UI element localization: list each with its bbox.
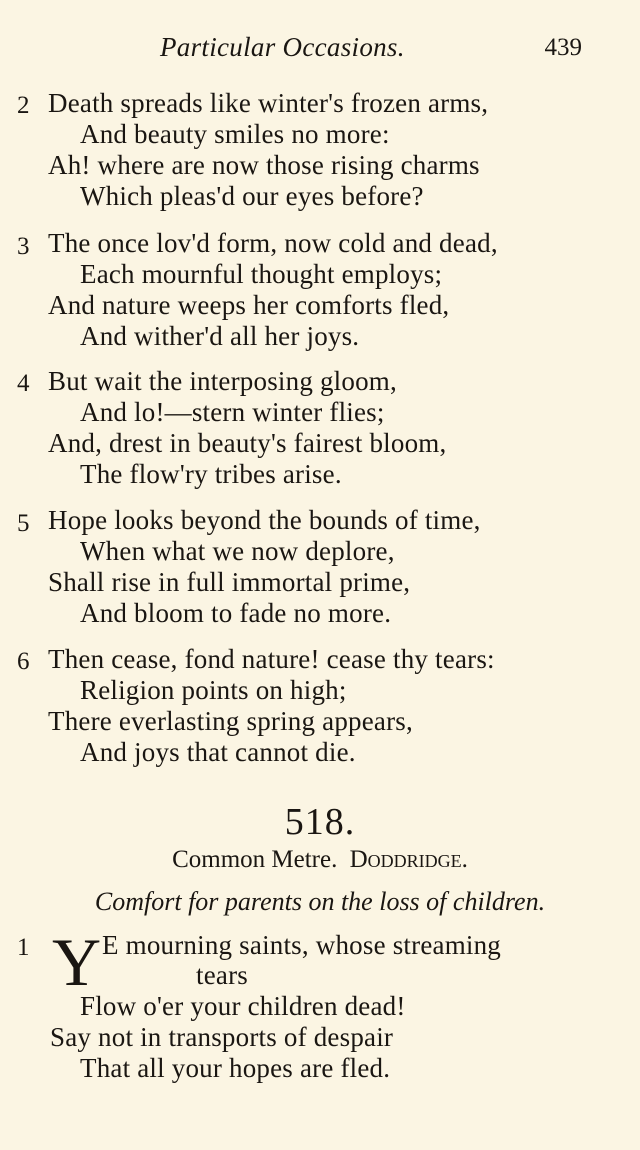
verse-line: There everlasting spring appears, — [48, 706, 413, 736]
drop-cap: Y — [52, 924, 102, 1000]
verse-number: 1 — [17, 934, 30, 961]
verse-number: 2 — [17, 92, 30, 119]
verse-line: And, drest in beauty's fairest bloom, — [48, 428, 447, 458]
verse-line: And wither'd all her joys. — [80, 321, 360, 351]
verse-line: Ah! where are now those rising charms — [48, 150, 480, 180]
verse-number: 4 — [17, 370, 30, 397]
verse-line: Religion points on high; — [80, 675, 347, 705]
verse-line: Then cease, fond nature! cease thy tears: — [48, 644, 495, 674]
verse-line: tears — [196, 960, 248, 990]
hymn-meter: Common Metre. — [172, 846, 338, 873]
verse-line: Flow o'er your children dead! — [80, 991, 406, 1021]
verse-line: When what we now deplore, — [80, 536, 395, 566]
verse-line: Say not in transports of despair — [50, 1022, 394, 1052]
verse-number: 6 — [17, 648, 30, 675]
verse-line: And lo!—stern winter flies; — [80, 397, 385, 427]
verse-line: But wait the interposing gloom, — [48, 366, 397, 396]
verse-line: And beauty smiles no more: — [80, 119, 390, 149]
verse-line: And nature weeps her comforts fled, — [48, 290, 450, 320]
running-title: Particular Occasions. — [160, 32, 405, 62]
verse-line: The once lov'd form, now cold and dead, — [48, 228, 498, 258]
verse-number: 3 — [17, 233, 30, 260]
verse-line: Which pleas'd our eyes before? — [80, 181, 424, 211]
verse-line: Each mournful thought employs; — [80, 259, 443, 289]
verse-line: And joys that cannot die. — [80, 737, 356, 767]
verse-line: Death spreads like winter's frozen arms, — [48, 88, 489, 118]
hymn-meter-line — [0, 846, 640, 874]
page-number: 439 — [544, 34, 582, 61]
verse-line: E mourning saints, whose streaming — [102, 930, 501, 960]
verse-line: And bloom to fade no more. — [80, 598, 392, 628]
verse-line: That all your hopes are fled. — [80, 1053, 391, 1083]
running-head — [0, 32, 640, 72]
verse-number: 5 — [17, 510, 30, 537]
hymn-author: Doddridge. — [349, 846, 468, 873]
verse-line: Hope looks beyond the bounds of time, — [48, 505, 481, 535]
hymn-number: 518. — [284, 801, 356, 843]
hymn-subject: Comfort for parents on the loss of children. — [94, 887, 546, 916]
verse-line: The flow'ry tribes arise. — [80, 459, 342, 489]
verse-line: Shall rise in full immortal prime, — [48, 567, 411, 597]
